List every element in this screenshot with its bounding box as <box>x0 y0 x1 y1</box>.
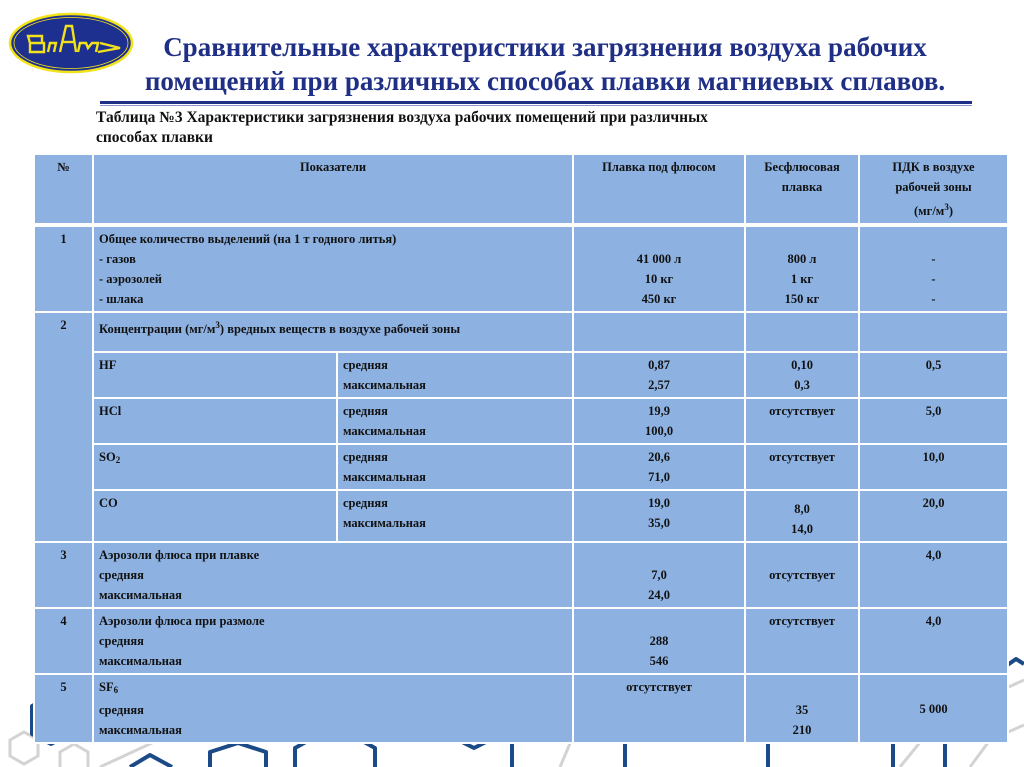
title-line-1: Сравнительные характеристики загрязнения воздуха рабочих <box>163 32 927 62</box>
table-row <box>34 608 1008 674</box>
row-num: 1 <box>34 225 93 312</box>
row-title: Концентрации $(мг/м^3)$ вредных веществ в воздухе рабочей зоны <box>93 312 573 352</box>
empty-cell <box>859 312 1008 352</box>
substance-name: HCl <box>93 398 337 444</box>
fluxless-values: 800 л 1 кг 150 кг <box>745 225 859 312</box>
header-num: № <box>34 154 93 225</box>
table-row-substance <box>34 490 1008 542</box>
row-num: 2 <box>34 312 93 542</box>
header-fluxless-line-1: Бесфлюсовая <box>764 160 840 174</box>
header-flux-melting: Плавка под флюсом <box>573 154 745 225</box>
mac-values: - - - <box>859 225 1008 312</box>
mac-value: 5 000 <box>859 674 1008 743</box>
table-row <box>34 674 1008 743</box>
header-mac-line-3: $(мг/м^3)$ <box>913 202 953 218</box>
substance-name: CO <box>93 490 337 542</box>
row-item: - газов <box>99 252 136 266</box>
fluxless-values: отсутствует <box>745 398 859 444</box>
mac-value: 10,0 <box>859 444 1008 490</box>
row-indicator: Аэрозоли флюса при плавке средняя максимальная <box>93 542 573 608</box>
title-line-2: помещений при различных способах плавки магниевых сплавов. <box>144 66 946 96</box>
caption-line-1: Таблица №3 Характеристики загрязнения воздуха рабочих помещений при различных <box>96 109 708 126</box>
fluxless-values: 0,10 0,3 <box>745 352 859 398</box>
row-item: - шлака <box>99 292 144 306</box>
header-mac <box>859 154 1008 225</box>
flux-values: 288 546 <box>573 608 745 674</box>
header-fluxless-line-2: плавка <box>781 180 823 194</box>
fluxless-values: отсутствует <box>745 542 859 608</box>
table-row <box>34 542 1008 608</box>
row-num: 5 <box>34 674 93 743</box>
mac-value: 4,0 <box>859 542 1008 608</box>
row-item: - аэрозолей <box>99 272 162 286</box>
table-row-substance <box>34 352 1008 398</box>
mac-value: 20,0 <box>859 490 1008 542</box>
level-labels: средняя максимальная <box>337 490 573 542</box>
table-row <box>34 312 1008 352</box>
table-caption <box>96 108 956 148</box>
flux-values: отсутствует <box>573 674 745 743</box>
pollution-comparison-table <box>33 153 1009 744</box>
row-num: 4 <box>34 608 93 674</box>
row-indicator: Аэрозоли флюса при размоле средняя максимальная <box>93 608 573 674</box>
row-title: Общее количество выделений (на 1 т годного литья) <box>99 232 397 246</box>
empty-cell <box>745 312 859 352</box>
table-header-row <box>34 154 1008 225</box>
slide-title <box>110 30 980 98</box>
substance-name: HF <box>93 352 337 398</box>
substance-name: $SO_2$ <box>93 444 337 490</box>
table-row-substance <box>34 444 1008 490</box>
header-fluxless-melting <box>745 154 859 225</box>
flux-values: 41 000 л 10 кг 450 кг <box>573 225 745 312</box>
level-labels: средняя максимальная <box>337 352 573 398</box>
header-mac-line-1: ПДК в воздухе <box>892 160 975 174</box>
row-indicator <box>93 225 573 312</box>
level-labels: средняя максимальная <box>337 398 573 444</box>
flux-values: 19,9 100,0 <box>573 398 745 444</box>
fluxless-values: 8,0 14,0 <box>745 490 859 542</box>
flux-values: 19,0 35,0 <box>573 490 745 542</box>
mac-value: 5,0 <box>859 398 1008 444</box>
fluxless-values: 35 210 <box>745 674 859 743</box>
mac-value: 0,5 <box>859 352 1008 398</box>
mac-value: 4,0 <box>859 608 1008 674</box>
fluxless-values: отсутствует <box>745 444 859 490</box>
table-row-substance <box>34 398 1008 444</box>
flux-values: 7,0 24,0 <box>573 542 745 608</box>
caption-line-2: способах плавки <box>96 129 213 146</box>
fluxless-values: отсутствует <box>745 608 859 674</box>
header-mac-line-2: рабочей зоны <box>895 180 972 194</box>
row-indicator: $SF_6$ средняя максимальная <box>93 674 573 743</box>
empty-cell <box>573 312 745 352</box>
title-underline <box>100 101 972 107</box>
header-indicator: Показатели <box>93 154 573 225</box>
level-labels: средняя максимальная <box>337 444 573 490</box>
table-row <box>34 225 1008 312</box>
row-num: 3 <box>34 542 93 608</box>
flux-values: 0,87 2,57 <box>573 352 745 398</box>
flux-values: 20,6 71,0 <box>573 444 745 490</box>
